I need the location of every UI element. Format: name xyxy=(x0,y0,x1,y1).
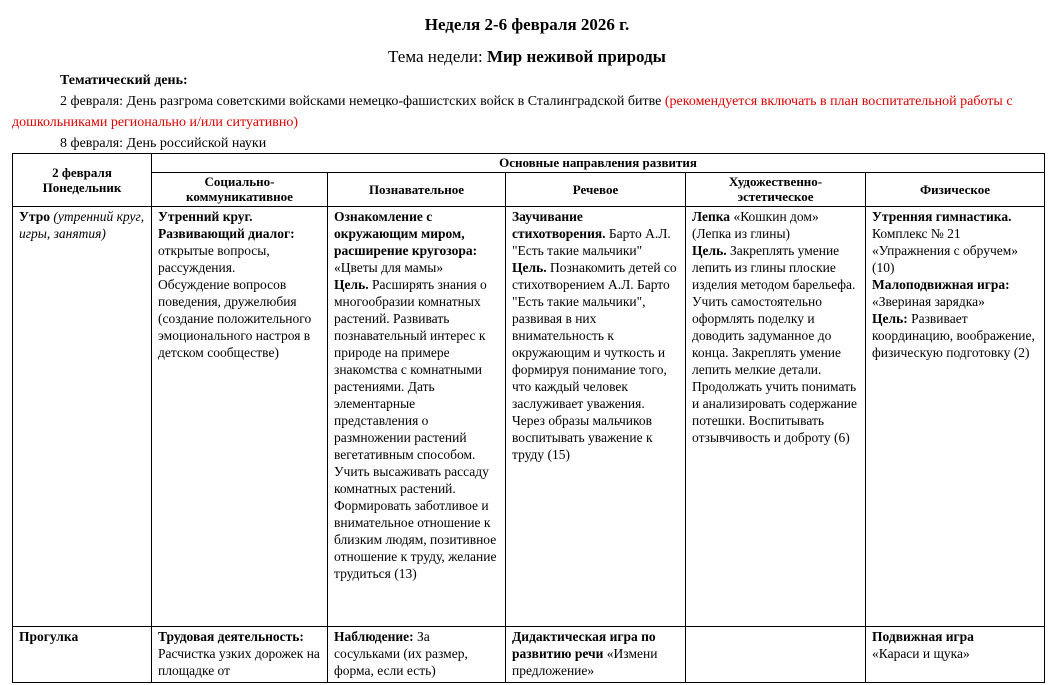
morning-art-cell xyxy=(686,207,866,627)
column-header-social: Социально-коммуникативное xyxy=(152,173,328,207)
walk-art-cell xyxy=(686,627,866,683)
event-1-note: (рекомендуется включать в план воспитательной работы с дошкольниками регионально и/или ситуативно) xyxy=(12,94,1013,130)
column-header-art: Художественно-эстетическое xyxy=(686,173,866,207)
morning-physical-cell xyxy=(866,207,1045,627)
walk-cognitive-title: Наблюдение: xyxy=(334,629,414,644)
morning-art-goal-label: Цель. xyxy=(692,243,727,258)
morning-social-title: Утренний круг. xyxy=(158,209,253,224)
walk-social-text: Расчистка узких дорожек на площадке от xyxy=(158,646,320,678)
morning-speech-goal-text: Познакомить детей со стихотворением А.Л. Барто "Есть такие мальчики", развивая в них внимательность к окружающим и чуткость и формируя понимание того, что каждый человек заслуживает уважения. Через образы мальчиков воспитывать уважение к труду (15) xyxy=(512,260,677,462)
table-row-walk xyxy=(13,627,1045,683)
morning-cognitive-topic: «Цветы для мамы» xyxy=(334,260,444,275)
walk-cognitive-cell xyxy=(328,627,506,683)
event-2: 8 февраля: День российской науки xyxy=(60,136,267,151)
walk-label-cell xyxy=(13,627,152,683)
morning-physical-goal-text: Развивает координацию, воображение, физическую подготовку (2) xyxy=(872,311,1035,360)
walk-physical-title: Подвижная игра xyxy=(872,629,974,644)
walk-social-cell xyxy=(152,627,328,683)
walk-physical-cell xyxy=(866,627,1045,683)
morning-speech-topic: Барто А.Л. "Есть такие мальчики" xyxy=(512,226,671,258)
thematic-day-block xyxy=(12,70,1042,154)
walk-speech-text: «Измени предложение» xyxy=(512,646,658,678)
day-header: 2 февраля Понедельник xyxy=(13,154,152,207)
morning-cognitive-cell xyxy=(328,207,506,627)
morning-cognitive-goal-label: Цель. xyxy=(334,277,369,292)
morning-art-topic: «Кошкин дом» (Лепка из глины) xyxy=(692,209,819,241)
morning-cognitive-title: Ознакомление с окружающим миром, расширение кругозора: xyxy=(334,209,478,258)
theme-value: Мир неживой природы xyxy=(486,47,666,66)
morning-physical-game-text: «Звериная зарядка» xyxy=(872,294,985,309)
walk-speech-cell xyxy=(506,627,686,683)
morning-cognitive-goal-text: Расширять знания о многообразии комнатных растений. Развивать познавательный интерес к природе на примере знакомства с комнатными растениями. Дать элементарные представления о размножении растений вегетативным способом. Учить высаживать рассаду комнатных растений. Формировать заботливое и внимательное отношение к близким людям, позитивное отношение к труду, желание трудиться (13) xyxy=(334,277,497,581)
morning-label-note: (утренний круг, игры, занятия) xyxy=(19,209,145,241)
morning-physical-game-label: Малоподвижная игра: xyxy=(872,277,1010,292)
morning-social-cell xyxy=(152,207,328,627)
morning-social-text: Обсуждение вопросов поведения, дружелюбия (создание положительного эмоционального настроя в детском сообществе) xyxy=(158,277,312,360)
morning-speech-goal-label: Цель. xyxy=(512,260,547,275)
week-title: Неделя 2-6 февраля 2026 г. xyxy=(424,15,630,34)
table-row-morning xyxy=(13,207,1045,627)
page xyxy=(12,0,1042,154)
morning-physical-complex: Комплекс № 21 «Упражнения с обручем» (10) xyxy=(872,226,1019,275)
morning-social-dialog-text: открытые вопросы, рассуждения. xyxy=(158,243,270,275)
morning-label-cell xyxy=(13,207,152,627)
walk-social-title: Трудовая деятельность: xyxy=(158,629,304,644)
column-header-speech: Речевое xyxy=(506,173,686,207)
week-theme xyxy=(12,46,1042,68)
event-1 xyxy=(12,91,1042,133)
morning-label: Утро xyxy=(19,209,50,224)
directions-header: Основные направления развития xyxy=(152,154,1045,173)
plan-table xyxy=(12,153,1045,683)
thematic-day-label: Тематический день: xyxy=(60,73,188,88)
morning-physical-title: Утренняя гимнастика. xyxy=(872,209,1012,224)
walk-speech-title: Дидактическая игра по развитию речи xyxy=(512,629,656,661)
morning-speech-title: Заучивание стихотворения. xyxy=(512,209,606,241)
morning-speech-cell xyxy=(506,207,686,627)
morning-art-goal-text: Закреплять умение лепить из глины плоские изделия методом барельефа. Учить самостоятельно оформлять поделку и доводить задуманное до конца. Закреплять умение лепить мелкие детали. Продолжать учить понимать и анализировать содержание потешки. Воспитывать отзывчивость и доброту (6) xyxy=(692,243,857,445)
event-1-text: 2 февраля: День разгрома советскими войсками немецко-фашистских войск в Сталинградской битве xyxy=(60,94,665,109)
morning-art-title: Лепка xyxy=(692,209,731,224)
walk-physical-text: «Караси и щука» xyxy=(872,646,970,661)
column-header-cognitive: Познавательное xyxy=(328,173,506,207)
column-header-physical: Физическое xyxy=(866,173,1045,207)
walk-label: Прогулка xyxy=(19,629,79,644)
theme-prefix: Тема недели: xyxy=(388,47,487,66)
walk-cognitive-text: За сосульками (их размер, форма, если есть) xyxy=(334,629,468,678)
morning-social-dialog-label: Развивающий диалог: xyxy=(158,226,295,241)
morning-physical-goal-label: Цель: xyxy=(872,311,908,326)
